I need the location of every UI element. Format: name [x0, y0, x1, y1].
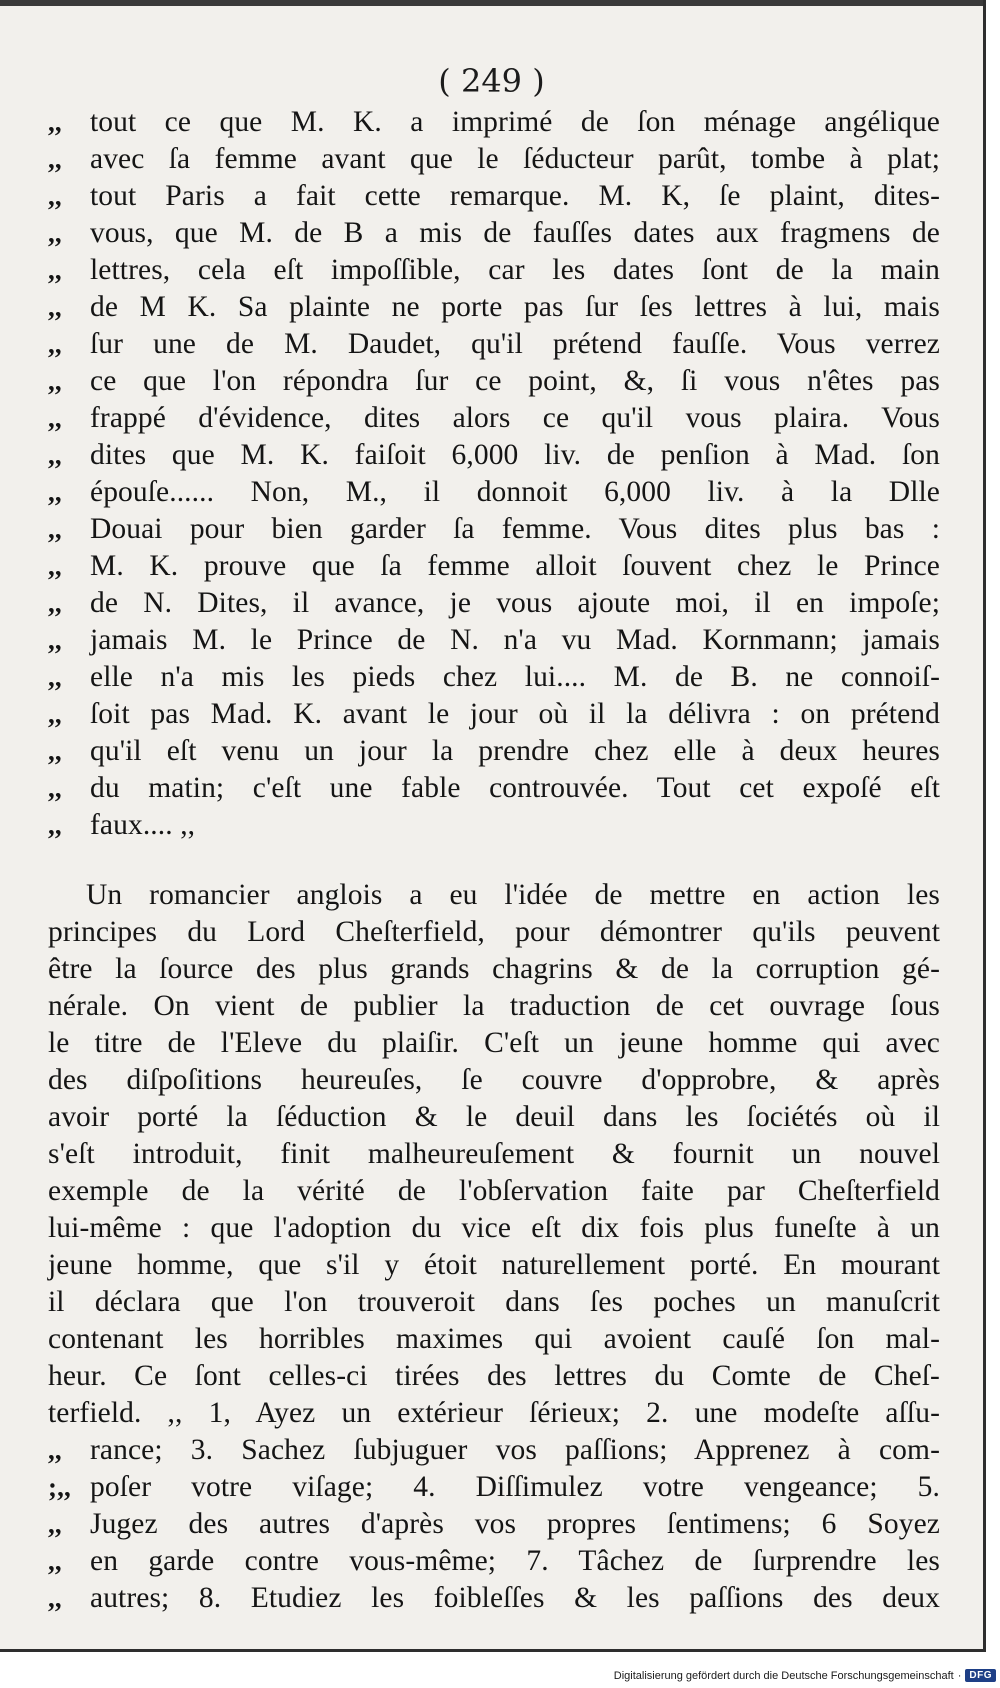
text-line	[48, 1395, 940, 1432]
quote-mark: ,,	[48, 662, 62, 692]
text-line	[48, 400, 940, 437]
line-text: des diſpoſitions heureuſes, ſe couvre d'opprobre, & après	[48, 1064, 940, 1096]
text-line	[48, 511, 940, 548]
quote-mark: ,,	[48, 477, 62, 507]
line-text: lui-même : que l'adoption du vice eſt dix fois plus funeſte à un	[48, 1212, 940, 1244]
line-text: poſer votre viſage; 4. Diſſimulez votre vengeance; 5.	[90, 1471, 940, 1503]
line-text: tout ce que M. K. a imprimé de ſon ménage angélique	[90, 106, 940, 138]
text-line	[48, 733, 940, 770]
line-text: jeune homme, que s'il y étoit naturellement porté. En mourant	[48, 1249, 940, 1281]
line-text: faux.... ,,	[90, 809, 196, 841]
quote-mark: ,,	[48, 1583, 62, 1613]
quote-mark: ,,	[48, 329, 62, 359]
text-line	[48, 1099, 940, 1136]
quote-mark: ,,	[48, 736, 62, 766]
quote-mark: ,,	[48, 1509, 62, 1539]
text-line	[48, 770, 940, 807]
line-text: de M K. Sa plainte ne porte pas ſur ſes lettres à lui, mais	[90, 291, 940, 323]
line-text: Un romancier anglois a eu l'idée de mettre en action les	[86, 879, 940, 911]
text-line	[48, 1247, 940, 1284]
line-text: M. K. prouve que ſa femme alloit ſouvent chez le Prince	[90, 550, 940, 582]
text-line	[48, 1543, 940, 1580]
text-line	[48, 622, 940, 659]
line-text: ſur une de M. Daudet, qu'il prétend fauſſe. Vous verrez	[90, 328, 940, 360]
line-text: ce que l'on répondra ſur ce point, &, ſi vous n'êtes pas	[90, 365, 940, 397]
footer-credit: Digitalisierung gefördert durch die Deutsche Forschungsgemeinschaft	[613, 1669, 954, 1682]
line-text: de N. Dites, il avance, je vous ajoute moi, il en impoſe;	[90, 587, 940, 619]
quote-mark: ,,	[48, 699, 62, 729]
text-line	[48, 951, 940, 988]
text-line	[48, 178, 940, 215]
line-text: du matin; c'eſt une fable controuvée. Tout cet expoſé eſt	[90, 772, 940, 804]
text-line	[48, 988, 940, 1025]
text-line	[48, 1506, 940, 1543]
line-text: s'eſt introduit, finit malheureuſement & fournit un nouvel	[48, 1138, 940, 1170]
text-line	[48, 1210, 940, 1247]
line-text: épouſe...... Non, M., il donnoit 6,000 liv. à la Dlle	[90, 476, 940, 508]
quote-mark: ,,	[48, 107, 62, 137]
line-text: principes du Lord Cheſterfield, pour démontrer qu'ils peuvent	[48, 916, 940, 948]
quote-mark: ;,,	[48, 1472, 71, 1502]
quote-mark: ,,	[48, 292, 62, 322]
page-top-edge	[0, 0, 983, 6]
quote-mark: ,,	[48, 1435, 62, 1465]
text-line	[48, 363, 940, 400]
line-text: nérale. On vient de publier la traduction de cet ouvrage ſous	[48, 990, 940, 1022]
line-text: en garde contre vous-même; 7. Tâchez de ſurprendre les	[90, 1545, 940, 1577]
text-line	[48, 1580, 940, 1617]
quote-mark: ,,	[48, 403, 62, 433]
text-line	[48, 141, 940, 178]
text-line	[48, 696, 940, 733]
line-text: elle n'a mis les pieds chez lui.... M. de B. ne connoiſ-	[90, 661, 940, 693]
quote-mark: ,,	[48, 810, 62, 840]
line-text: ſoit pas Mad. K. avant le jour où il la délivra : on prétend	[90, 698, 940, 730]
line-text: il déclara que l'on trouveroit dans ſes poches un manuſcrit	[48, 1286, 940, 1318]
text-line	[48, 659, 940, 696]
text-line	[48, 1173, 940, 1210]
quote-mark: ,,	[48, 181, 62, 211]
line-text: autres; 8. Etudiez les foibleſſes & les paſſions des deux	[90, 1582, 940, 1614]
line-text: dites que M. K. faiſoit 6,000 liv. de penſion à Mad. ſon	[90, 439, 940, 471]
text-line	[48, 585, 940, 622]
digitization-footer: Digitalisierung gefördert durch die Deutsche Forschungsgemeinschaft · DFG	[614, 1669, 996, 1682]
text-line	[48, 1284, 940, 1321]
dfg-logo-icon: DFG	[965, 1669, 996, 1682]
quote-mark: ,,	[48, 551, 62, 581]
line-text: frappé d'évidence, dites alors ce qu'il vous plaira. Vous	[90, 402, 940, 434]
line-text: rance; 3. Sachez ſubjuguer vos paſſions; Apprenez à com-	[90, 1434, 940, 1466]
text-line	[48, 289, 940, 326]
line-text: terfield. ,, 1, Ayez un extérieur ſérieux; 2. une modeſte aſſu-	[48, 1397, 940, 1429]
quoted-passage	[48, 104, 940, 844]
line-text: Jugez des autres d'après vos propres ſentimens; 6 Soyez	[90, 1508, 940, 1540]
text-line	[48, 548, 940, 585]
quote-mark: ,,	[48, 366, 62, 396]
quote-mark: ,,	[48, 255, 62, 285]
line-text: heur. Ce ſont celles-ci tirées des lettres du Comte de Cheſ-	[48, 1360, 940, 1392]
line-text: vous, que M. de B a mis de fauſſes dates aux fragmens de	[90, 217, 940, 249]
text-line	[48, 1025, 940, 1062]
line-text: être la ſource des plus grands chagrins & de la corruption gé-	[48, 953, 940, 985]
quote-mark: ,,	[48, 773, 62, 803]
text-line	[48, 1136, 940, 1173]
quote-mark: ,,	[48, 440, 62, 470]
text-line	[48, 437, 940, 474]
quote-mark: ,,	[48, 514, 62, 544]
line-text: avoir porté la ſéduction & le deuil dans les ſociétés où il	[48, 1101, 940, 1133]
text-line	[48, 215, 940, 252]
text-line	[48, 1469, 940, 1506]
quote-mark: ,,	[48, 625, 62, 655]
line-text: lettres, cela eſt impoſſible, car les dates ſont de la main	[90, 254, 940, 286]
line-text: le titre de l'Eleve du plaiſir. C'eſt un jeune homme qui avec	[48, 1027, 940, 1059]
quote-mark: ,,	[48, 588, 62, 618]
page-number: ( 249 )	[438, 62, 545, 100]
line-text: tout Paris a fait cette remarque. M. K, ſe plaint, dites-	[90, 180, 940, 212]
quote-mark: ,,	[48, 144, 62, 174]
main-paragraph	[48, 877, 940, 1617]
line-text: qu'il eſt venu un jour la prendre chez elle à deux heures	[90, 735, 940, 767]
quote-mark: ,,	[48, 218, 62, 248]
text-line	[48, 1432, 940, 1469]
text-line	[48, 474, 940, 511]
text-line	[48, 877, 940, 914]
text-line	[48, 104, 940, 141]
line-text: avec ſa femme avant que le ſéducteur parût, tombe à plat;	[90, 143, 940, 175]
text-line	[48, 914, 940, 951]
text-line	[48, 1062, 940, 1099]
text-line	[48, 1358, 940, 1395]
text-line	[48, 807, 940, 844]
text-line	[48, 252, 940, 289]
line-text: jamais M. le Prince de N. n'a vu Mad. Kornmann; jamais	[90, 624, 940, 656]
line-text: Douai pour bien garder ſa femme. Vous dites plus bas :	[90, 513, 940, 545]
text-line	[48, 326, 940, 363]
quote-mark: ,,	[48, 1546, 62, 1576]
line-text: exemple de la vérité de l'obſervation faite par Cheſterfield	[48, 1175, 940, 1207]
line-text: contenant les horribles maximes qui avoient cauſé ſon mal-	[48, 1323, 940, 1355]
text-line	[48, 1321, 940, 1358]
